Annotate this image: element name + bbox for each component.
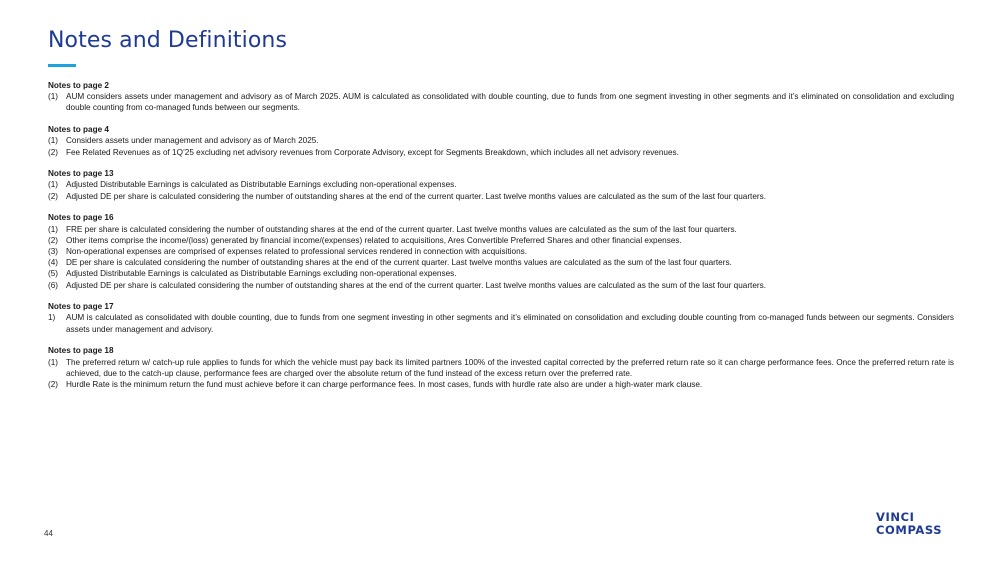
note-item xyxy=(48,191,954,202)
notes-body xyxy=(48,80,954,401)
note-number: 1) xyxy=(48,313,56,323)
note-item xyxy=(48,280,954,291)
note-number: (1) xyxy=(48,180,59,190)
note-item xyxy=(48,235,954,246)
note-item xyxy=(48,179,954,190)
note-number: (1) xyxy=(48,92,59,102)
section-heading: Notes to page 18 xyxy=(48,346,114,356)
note-number: (3) xyxy=(48,246,59,256)
note-number: (5) xyxy=(48,269,59,279)
note-item xyxy=(48,379,954,390)
note-text: Adjusted Distributable Earnings is calculated as Distributable Earnings excluding non-operational expenses. xyxy=(66,269,457,279)
note-item xyxy=(48,268,954,279)
note-text: DE per share is calculated considering the number of outstanding shares at the end of the current quarter. Last twelve months values are calculated as the sum of the last four quarters. xyxy=(66,258,732,268)
note-item xyxy=(48,135,954,146)
note-number: (2) xyxy=(48,235,59,245)
note-item xyxy=(48,312,954,334)
note-text: Adjusted Distributable Earnings is calculated as Distributable Earnings excluding non-operational expenses. xyxy=(66,180,457,190)
note-item xyxy=(48,357,954,379)
note-item xyxy=(48,246,954,257)
note-item xyxy=(48,224,954,235)
note-item xyxy=(48,257,954,268)
note-text: Adjusted DE per share is calculated considering the number of outstanding shares at the end of the current quarter. Last twelve months values are calculated as the sum of the last four quarters. xyxy=(66,191,766,201)
section-heading: Notes to page 16 xyxy=(48,213,114,223)
note-number: (2) xyxy=(48,191,59,201)
section-heading: Notes to page 13 xyxy=(48,169,114,179)
title-underline xyxy=(48,64,76,67)
note-text: AUM considers assets under management and advisory as of March 2025. AUM is calculated as consolidated with double counting, due to funds from one segment investing in other segments and it’s eliminated on consolidation and excluding double counting from co-managed funds between our segments. xyxy=(66,92,954,113)
page-title: Notes and Definitions xyxy=(48,28,288,53)
note-number: (2) xyxy=(48,379,59,389)
note-text: Non-operational expenses are comprised of expenses related to professional services rendered in connection with acquisitions. xyxy=(66,246,528,256)
note-text: Hurdle Rate is the minimum return the fund must achieve before it can charge performance fees. In most cases, funds with hurdle rate also are under a high-water mark clause. xyxy=(66,379,703,389)
note-text: FRE per share is calculated considering the number of outstanding shares at the end of the current quarter. Last twelve months values are calculated as the sum of the last four quarters. xyxy=(66,224,737,234)
note-number: (1) xyxy=(48,136,59,146)
note-text: Adjusted DE per share is calculated considering the number of outstanding shares at the end of the current quarter. Last twelve months values are calculated as the sum of the last four quarters. xyxy=(66,280,766,290)
note-item xyxy=(48,91,954,113)
logo-line-1: VINCI xyxy=(876,510,915,524)
note-text: Considers assets under management and advisory as of March 2025. xyxy=(66,136,319,146)
note-number: (6) xyxy=(48,280,59,290)
notes-section xyxy=(48,345,954,390)
notes-section xyxy=(48,212,954,290)
notes-section xyxy=(48,168,954,202)
note-text: AUM is calculated as consolidated with double counting, due to funds from one segment investing in other segments and it’s eliminated on consolidation and excluding double counting from co-managed funds between our segments. Considers assets under management and advisory. xyxy=(66,313,954,334)
note-number: (1) xyxy=(48,357,59,367)
section-heading: Notes to page 4 xyxy=(48,125,109,135)
note-text: Fee Related Revenues as of 1Q’25 excluding net advisory revenues from Corporate Advisory, except for Segments Breakdown, which includes all net advisory revenues. xyxy=(66,147,679,157)
note-text: The preferred return w/ catch-up rule applies to funds for which the vehicle must pay back its limited partners 100% of the invested capital corrected by the preferred return rate so it can charge performance fees. Once the preferred return rate is achieved, due to the catch-up clause, performance fees are charged over the absolute return of the fund instead of the excess return over the preferred rate. xyxy=(66,357,954,378)
section-heading: Notes to page 2 xyxy=(48,81,109,90)
note-item xyxy=(48,147,954,158)
vinci-compass-logo xyxy=(876,511,942,537)
section-heading: Notes to page 17 xyxy=(48,302,114,312)
notes-section xyxy=(48,124,954,158)
note-text: Other items comprise the income/(loss) generated by financial income/(expenses) related to acquisitions, Ares Convertible Preferred Shares and other financial expenses. xyxy=(66,235,682,245)
notes-section xyxy=(48,80,954,114)
note-number: (2) xyxy=(48,147,59,157)
note-number: (4) xyxy=(48,258,59,268)
note-number: (1) xyxy=(48,224,59,234)
notes-section xyxy=(48,301,954,335)
page-number: 44 xyxy=(44,529,53,538)
logo-line-2: COMPASS xyxy=(876,523,943,537)
